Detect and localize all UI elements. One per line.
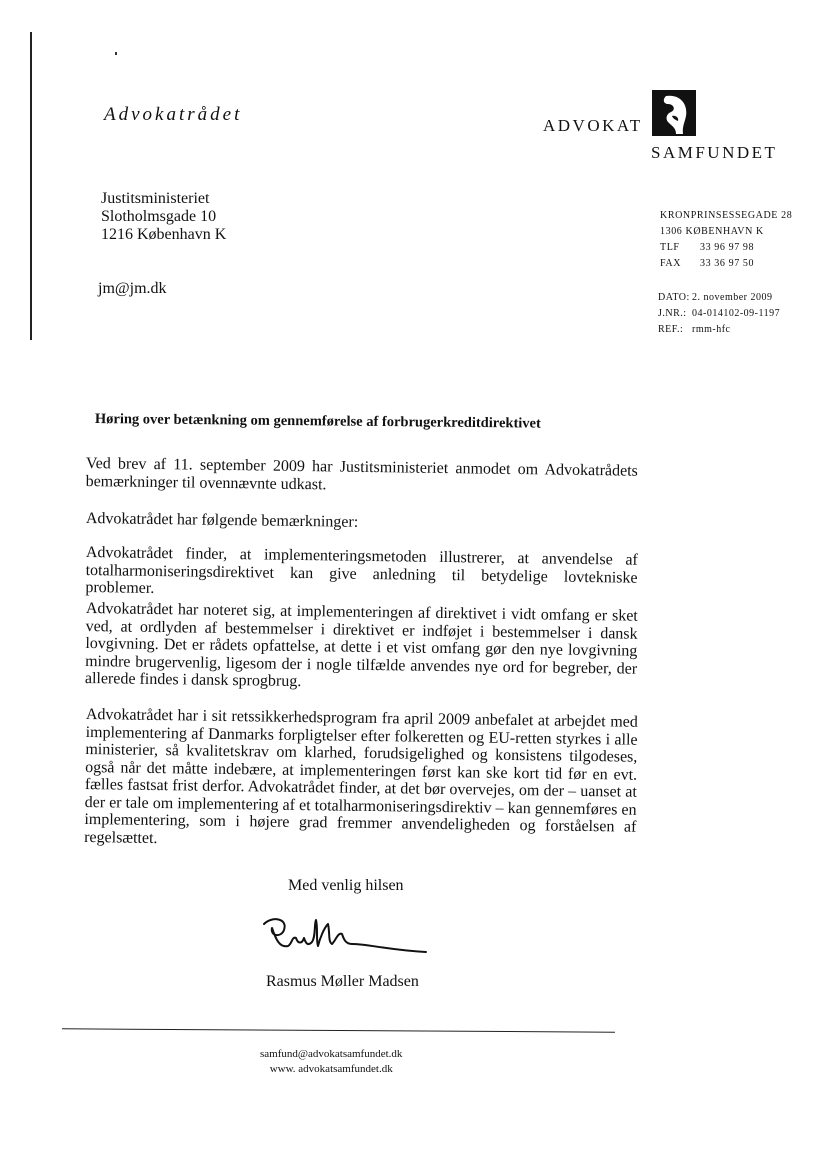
footer-website: www. advokatsamfundet.dk — [269, 1063, 393, 1075]
date-row — [658, 290, 780, 306]
recipient-line: Justitsministeriet — [101, 190, 210, 207]
footer-email: samfund@advokatsamfundet.dk — [260, 1048, 403, 1060]
contact-phone-row — [660, 240, 792, 256]
reference-label: REF.: — [658, 324, 684, 335]
recipient-line: 1216 København K — [101, 226, 227, 243]
contact-postal: 1306 KØBENHAVN K — [660, 226, 764, 237]
date-value: 2. november 2009 — [692, 292, 773, 303]
handwritten-signature — [258, 910, 438, 975]
footer — [260, 1047, 402, 1077]
closing-greeting: Med venlig hilsen — [288, 877, 404, 894]
scan-speck — [115, 52, 117, 55]
emblem-icon — [652, 90, 696, 136]
logo-text-samfundet: SAMFUNDET — [651, 143, 778, 162]
reference-row — [658, 322, 780, 338]
journal-row — [658, 306, 780, 322]
body-paragraph: Advokatrådet finder, at implementeringsmetoden illustrerer, at anvendelse af totalharmoniseringsdirektivet kan give anledning til betydelige lovtekniske problemer. — [85, 544, 638, 597]
sender-name: Advokatrådet — [104, 104, 243, 125]
contact-fax-row — [660, 256, 792, 272]
body-paragraph: Ved brev af 11. september 2009 har Justitsministeriet anmodet om Advokatrådets bemærkninger til ovennævnte udkast. — [85, 455, 638, 493]
journal-label: J.NR.: — [658, 308, 687, 319]
body-paragraph: Advokatrådet har følgende bemærkninger: — [85, 510, 359, 531]
letter-subject: Høring over betænkning om gennemførelse af forbrugerkreditdirektivet — [94, 411, 541, 432]
fax-label: FAX — [660, 258, 682, 269]
recipient-email: jm@jm.dk — [98, 280, 167, 297]
recipient-line: Slotholmsgade 10 — [101, 208, 217, 225]
body-paragraph: Advokatrådet har i sit retssikkerhedsprogram fra april 2009 anbefalet at arbejdet med implementering af Danmarks forpligtelser efter folkeretten og EU-retten styrkes i alle ministerier, så kvalitetskrav om klarhed, forudsigelighed og konsistens tilgodeses, også når det måtte indebære, at implementeringen først kan ske kort tid før en evt. fælles fastsat frist derfor. Advokatrådet finder, at det bør overvejes, om der – uanset at der er tale om implementering af et totalharmoniseringsdirektiv – kan gennemføres en implementering, som i højere grad fremmer anvendeligheden og forståelsen af regelsættet. — [84, 706, 638, 847]
signer-name: Rasmus Møller Madsen — [266, 973, 419, 990]
fax-value: 33 36 97 50 — [700, 258, 755, 269]
body-paragraph: Advokatrådet har noteret sig, at implementeringen af direktivet i vidt omfang er sket ved, at ordlyden af bestemmelser i direktivet er indføjet i bestemmelser i dansk lovgivning. Det er rådets opfattelse, at dette i et vist omfang gør den nye lovgivning mindre brugervenlig, ligesom der i nogle tilfælde anvendes nye ord for begreber, der allerede findes i dansk sprogbrug. — [84, 600, 638, 691]
letter-meta — [658, 290, 780, 338]
reference-value: rmm-hfc — [692, 324, 731, 335]
date-label: DATO: — [658, 292, 690, 303]
journal-value: 04-014102-09-1197 — [692, 308, 781, 319]
recipient-address — [101, 190, 226, 244]
phone-value: 33 96 97 98 — [700, 242, 755, 253]
contact-street: KRONPRINSESSEGADE 28 — [660, 210, 793, 221]
logo-text-advokat: ADVOKAT — [543, 116, 643, 135]
sender-contact — [660, 208, 792, 272]
phone-label: TLF — [660, 242, 680, 253]
footer-divider — [62, 1028, 615, 1032]
scan-edge-line — [30, 32, 32, 340]
